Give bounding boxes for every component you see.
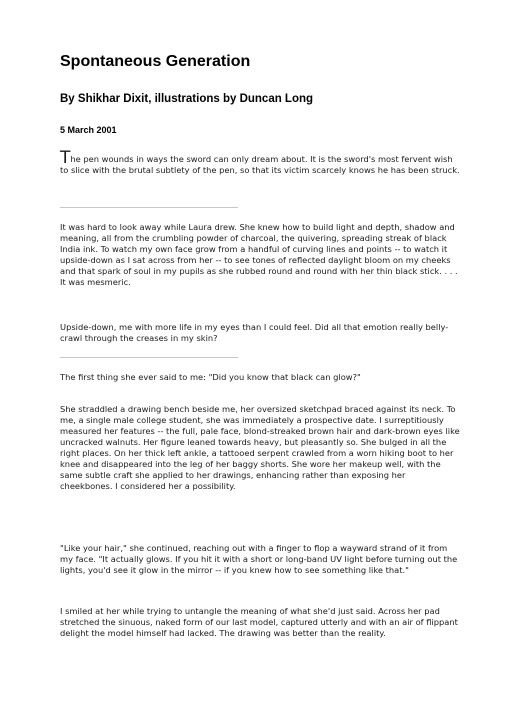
section-divider: [60, 357, 238, 358]
paragraph: "Like your hair," she continued, reaching out with a finger to flop a wayward strand of it from my face. "It actually glows. If you hit it with a short or long-band UV light before turning out the lights, you'd see it glow in the mirror -- if you knew how to see something like that.": [60, 543, 458, 575]
epigraph-text: he pen wounds in ways the sword can only dream about. It is the sword's most fervent wish to slice with the brutal subtlety of the pen, so that its victim scarcely knows he has been struck.: [60, 154, 460, 175]
paragraph: I smiled at her while trying to untangle the meaning of what she'd just said. Across her pad stretched the sinuous, naked form of our last model, captured utterly and with an air of flippant delight the model himself had lacked. The drawing was better than the reality.: [60, 606, 458, 638]
drop-cap: T: [60, 148, 71, 168]
epigraph: [60, 148, 460, 176]
article-title: Spontaneous Generation: [60, 53, 251, 70]
article-byline: By Shikhar Dixit, illustrations by Duncan Long: [60, 93, 314, 105]
paragraph: The first thing she ever said to me: "Did you know that black can glow?": [60, 372, 361, 382]
section-divider: [60, 207, 238, 208]
paragraph: Upside-down, me with more life in my eyes than I could feel. Did all that emotion really belly-crawl through the creases in my skin?: [60, 322, 449, 343]
article-date: 5 March 2001: [60, 125, 117, 135]
paragraph: She straddled a drawing bench beside me, her oversized sketchpad braced against its neck. To me, a single male college student, she was immediately a prospective date. I surreptitiously measured her features -- the full, pale face, blond-streaked brown hair and dark-brown eyes like uncracked walnuts. Her figure leaned towards heavy, but pleasantly so. She bulged in all the right places. On her thick left ankle, a tattooed serpent crawled from a worn hiking boot to her knee and disappeared into the leg of her baggy shorts. She wore her makeup well, with the same subtle craft she applied to her drawings, enhancing rather than exposing her cheekbones. I considered her a possibility.: [60, 404, 460, 491]
paragraph: It was hard to look away while Laura drew. She knew how to build light and depth, shadow and meaning, all from the crumbling powder of charcoal, the quivering, spreading streak of black India ink. To watch my own face grow from a handful of curving lines and points -- to watch it upside-down as I sat across from her -- to see tones of reflected daylight bloom on my cheeks and that spark of soul in my pupils as she rubbed round and round with her thin black stick. . . . It was mesmeric.: [60, 222, 458, 287]
